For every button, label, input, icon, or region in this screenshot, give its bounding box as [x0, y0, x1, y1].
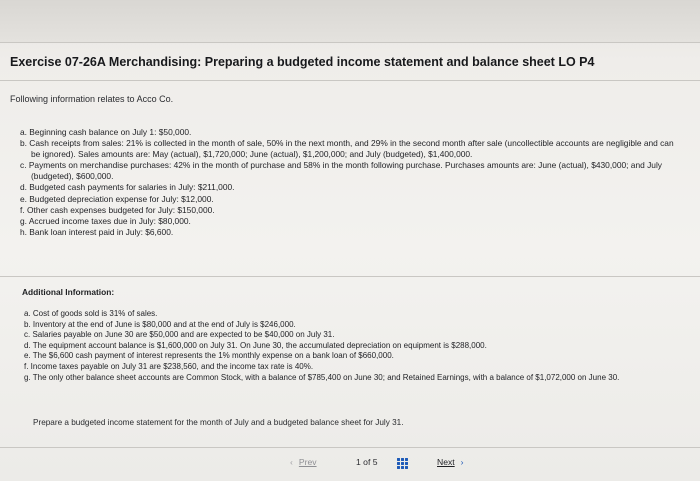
additional-item-g: g. The only other balance sheet accounts are Common Stock, with a balance of $785,400 on June 30; and Retained Earnings, with a balance of $1,072,000 on June 30.: [24, 372, 620, 382]
info-item-f: f. Other cash expenses budgeted for July: $150,000.: [20, 204, 215, 215]
task-prompt: Prepare a budgeted income statement for the month of July and a budgeted balance sheet for July 31.: [33, 418, 404, 427]
additional-item-e: e. The $6,600 cash payment of interest represents the 1% monthly expense on a bank loan of $660,000.: [24, 351, 394, 361]
chevron-right-icon: ›: [460, 457, 464, 467]
page-total: 5: [372, 457, 378, 467]
info-item-e: e. Budgeted depreciation expense for July: $12,000.: [20, 193, 214, 204]
info-item-d: d. Budgeted cash payments for salaries in July: $211,000.: [20, 182, 235, 193]
pager-divider: [0, 447, 700, 448]
additional-info-list: [24, 309, 674, 383]
additional-item-b: b. Inventory at the end of June is $80,000 and at the end of July is $246,000.: [24, 319, 296, 329]
next-button[interactable]: [437, 457, 464, 467]
page-current: 1: [356, 457, 361, 467]
info-item-h: h. Bank loan interest paid in July: $6,600.: [20, 226, 174, 237]
additional-item-c: c. Salaries payable on June 30 are $50,000 and are expected to be $40,000 on July 31.: [24, 330, 335, 340]
top-band: [0, 0, 700, 42]
next-label: Next: [437, 457, 455, 467]
exercise-title: Exercise 07-26A Merchandising: Preparing a budgeted income statement and balance sheet LO P4: [10, 55, 595, 69]
additional-info-heading: Additional Information:: [22, 287, 115, 297]
additional-item-f: f. Income taxes payable on July 31 are $238,560, and the income tax rate is 40%.: [24, 361, 314, 371]
chevron-left-icon: ‹: [290, 457, 293, 467]
section-divider: [0, 276, 700, 277]
additional-item-a: a. Cost of goods sold is 31% of sales.: [24, 309, 158, 318]
info-list: [20, 127, 680, 238]
info-item-g: g. Accrued income taxes due in July: $80,000.: [20, 215, 191, 226]
prev-label: Prev: [298, 457, 317, 467]
additional-item-d: d. The equipment account balance is $1,600,000 on July 31. On June 30, the accumulated depreciation on equipment is $288,000.: [24, 340, 487, 350]
grid-icon[interactable]: [397, 458, 408, 469]
prev-button[interactable]: [290, 457, 317, 467]
intro-text: Following information relates to Acco Co.: [10, 94, 174, 104]
page-indicator: [356, 457, 378, 467]
page-of: of: [363, 457, 371, 467]
info-item-a: a. Beginning cash balance on July 1: $50,000.: [20, 127, 192, 137]
info-item-b: b. Cash receipts from sales: 21% is collected in the month of sale, 50% in the next month, and 29% in the second month after sale (uncollectible accounts are negligible and can be ignored). Sales amounts are: May (actual), $1,720,000; June (actual), $1,200,000; and July (budgeted), $1,400,000.: [20, 138, 674, 160]
info-item-c: c. Payments on merchandise purchases: 42% in the month of purchase and 58% in the month following purchase. Purchases amounts are: June (actual), $430,000; and July (budgeted), $600,000.: [20, 160, 662, 182]
top-divider: [0, 42, 700, 43]
title-divider: [0, 80, 700, 81]
